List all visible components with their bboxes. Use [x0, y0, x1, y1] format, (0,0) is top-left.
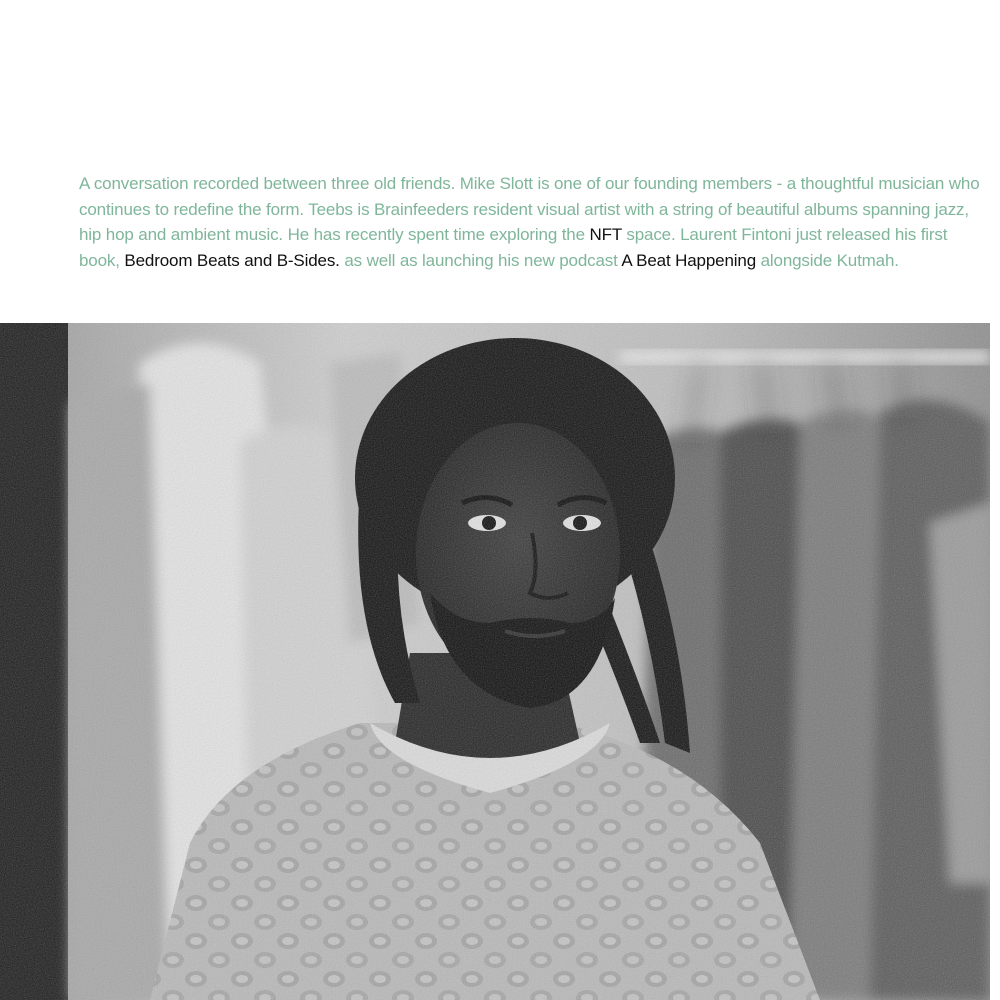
- book-link[interactable]: Bedroom Beats and B-Sides.: [124, 250, 340, 270]
- article-intro: [79, 171, 991, 273]
- intro-text-1: A conversation recorded between three old friends. Mike Slott is one of our founding members - a thoughtful musician who continues to redefine the form. Teebs is Brainfeeders resident visual artist with a string of beautiful albums spanning jazz, hip hop and ambient music. He has recently spent time exploring the: [79, 174, 980, 244]
- intro-text-2: space. Laurent Fintoni just released his first book,: [79, 225, 948, 270]
- podcast-link[interactable]: A Beat Happening: [621, 250, 757, 270]
- portrait-photo: [0, 323, 990, 1000]
- portrait-illustration: [0, 323, 990, 1000]
- intro-text-4: alongside Kutmah.: [756, 250, 899, 270]
- nft-link[interactable]: NFT: [589, 225, 622, 244]
- intro-text-3: as well as launching his new podcast: [339, 250, 622, 270]
